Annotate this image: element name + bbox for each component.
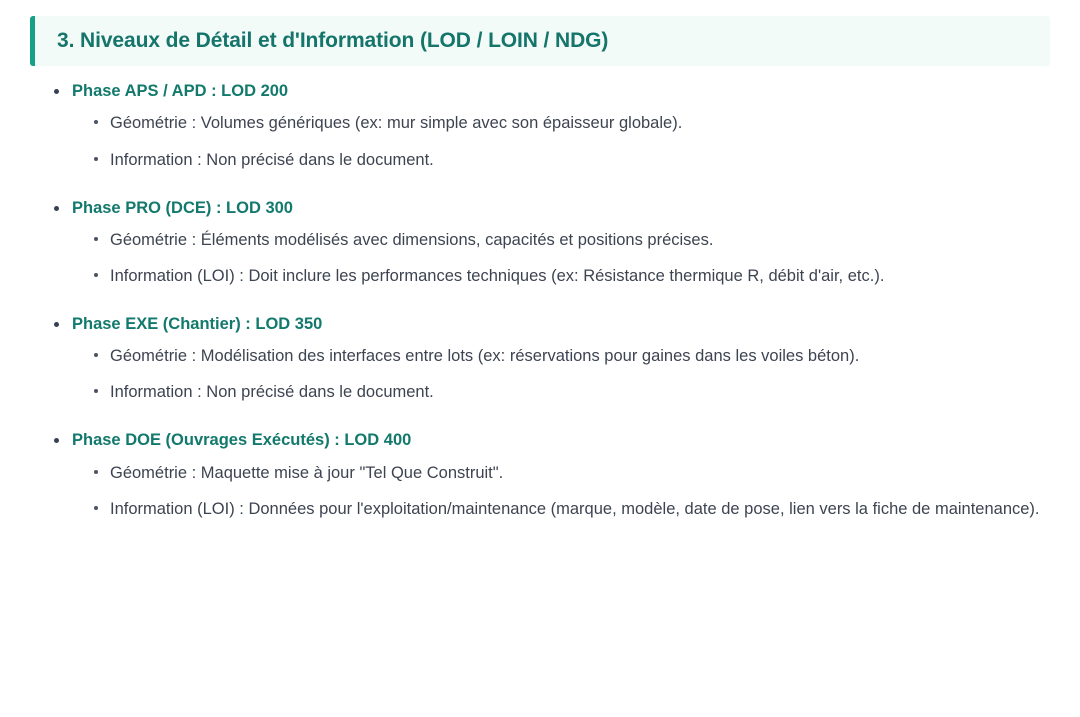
list-item: Information : Non précisé dans le document. [88,379,1040,405]
list-item [46,197,1050,289]
phase-title: Phase EXE (Chantier) : LOD 350 [72,314,323,333]
page-title: 3. Niveaux de Détail et d'Information (LOD / LOIN / NDG) [57,29,609,52]
list-item: Géométrie : Modélisation des interfaces entre lots (ex: réservations pour gaines dans les voiles béton). [88,343,1040,369]
list-item: Géométrie : Éléments modélisés avec dimensions, capacités et positions précises. [88,227,1040,253]
list-item: Géométrie : Volumes génériques (ex: mur simple avec son épaisseur globale). [88,110,1040,136]
list-item [46,429,1050,521]
phase-list [30,80,1050,522]
list-item: Information (LOI) : Doit inclure les performances techniques (ex: Résistance thermique R, débit d'air, etc.). [88,263,1040,289]
phase-title: Phase PRO (DCE) : LOD 300 [72,198,293,217]
list-item [46,313,1050,405]
list-item [46,80,1050,172]
phase-detail-list [72,343,1050,405]
phase-detail-list [72,110,1050,172]
phase-detail-list [72,227,1050,289]
list-item: Information (LOI) : Données pour l'exploitation/maintenance (marque, modèle, date de pose, lien vers la fiche de maintenance). [88,496,1040,522]
section-heading-banner [30,16,1050,66]
phase-title: Phase DOE (Ouvrages Exécutés) : LOD 400 [72,431,412,450]
list-item: Géométrie : Maquette mise à jour "Tel Que Construit". [88,460,1040,486]
list-item: Information : Non précisé dans le document. [88,147,1040,173]
phase-detail-list [72,460,1050,522]
phase-title: Phase APS / APD : LOD 200 [72,82,289,101]
